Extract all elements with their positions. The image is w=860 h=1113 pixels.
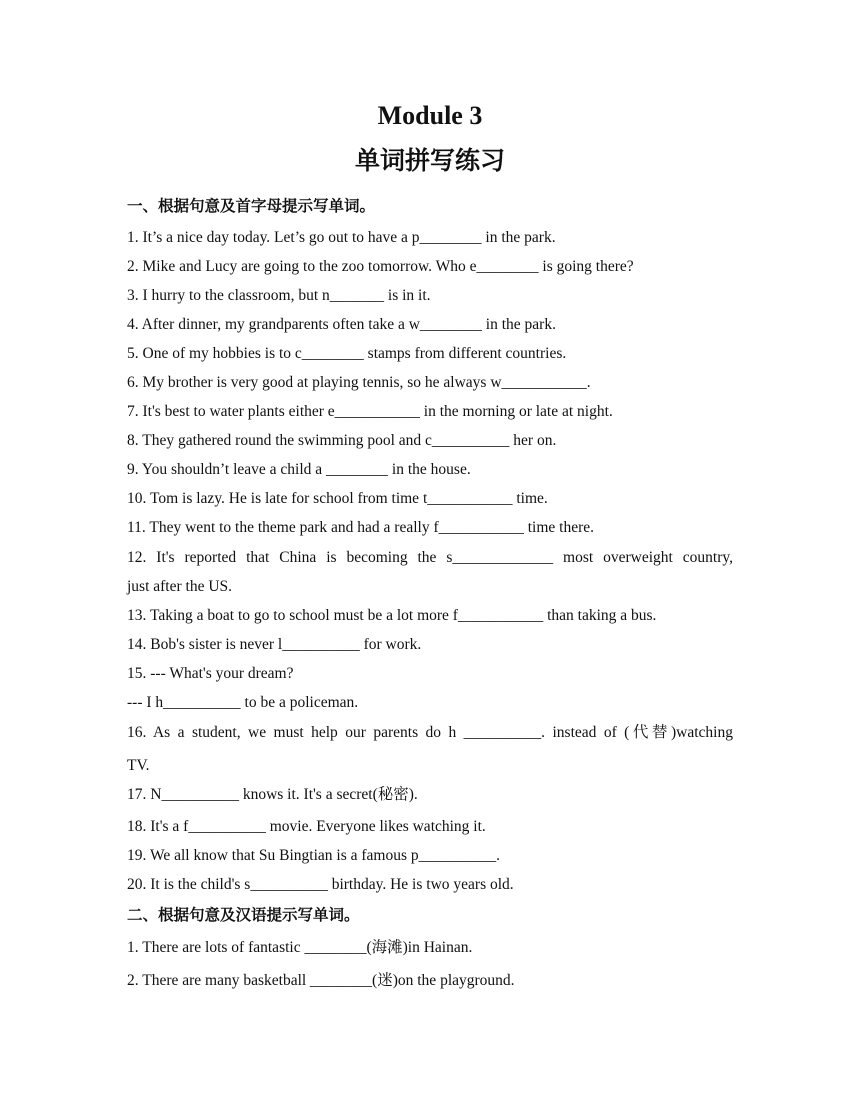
exercise-item: 6. My brother is very good at playing tennis, so he always w___________. (127, 374, 591, 391)
exercise-item: 2. There are many basketball ________(迷)on the playground. (127, 972, 515, 989)
exercise-item: 5. One of my hobbies is to c________ stamps from different countries. (127, 345, 567, 362)
exercise-item: 14. Bob's sister is never l__________ for work. (127, 636, 422, 653)
exercise-item: 8. They gathered round the swimming pool and c__________ her on. (127, 432, 557, 449)
exercise-item-continuation: --- I h__________ to be a policeman. (127, 694, 359, 711)
exercise-item: 4. After dinner, my grandparents often take a w________ in the park. (127, 316, 556, 333)
exercise-item: 18. It's a f__________ movie. Everyone likes watching it. (127, 818, 486, 835)
exercise-item: 13. Taking a boat to go to school must be a lot more f___________ than taking a bus. (127, 607, 657, 624)
exercise-item: 16. As a student, we must help our parents do h __________. instead of (代替)watching (127, 724, 733, 741)
exercise-item: 1. It’s a nice day today. Let’s go out to have a p________ in the park. (127, 229, 556, 246)
exercise-item: 10. Tom is lazy. He is late for school from time t___________ time. (127, 490, 548, 507)
exercise-item: 20. It is the child's s__________ birthday. He is two years old. (127, 876, 514, 893)
exercise-item: 2. Mike and Lucy are going to the zoo tomorrow. Who e________ is going there? (127, 258, 634, 275)
exercise-item: 7. It's best to water plants either e___________ in the morning or late at night. (127, 403, 613, 420)
exercise-item: 19. We all know that Su Bingtian is a famous p__________. (127, 847, 501, 864)
page-title: Module 3 (377, 101, 483, 130)
page-subtitle: 单词拼写练习 (354, 146, 505, 175)
section-1-heading: 一、根据句意及首字母提示写单词。 (127, 197, 376, 215)
exercise-item: 15. --- What's your dream? (127, 665, 294, 682)
section-2-heading: 二、根据句意及汉语提示写单词。 (127, 906, 360, 924)
exercise-item: 9. You shouldn’t leave a child a ________ in the house. (127, 461, 471, 478)
exercise-item-continuation: TV. (127, 757, 150, 774)
exercise-item: 11. They went to the theme park and had a really f___________ time there. (127, 519, 595, 536)
exercise-item-continuation: just after the US. (127, 578, 233, 595)
exercise-item: 12. It's reported that China is becoming the s_____________ most overweight country, (127, 549, 733, 566)
exercise-item: 17. N__________ knows it. It's a secret(秘密). (127, 786, 418, 803)
exercise-item: 3. I hurry to the classroom, but n_______ is in it. (127, 287, 431, 304)
exercise-item: 1. There are lots of fantastic ________(海滩)in Hainan. (127, 939, 473, 956)
